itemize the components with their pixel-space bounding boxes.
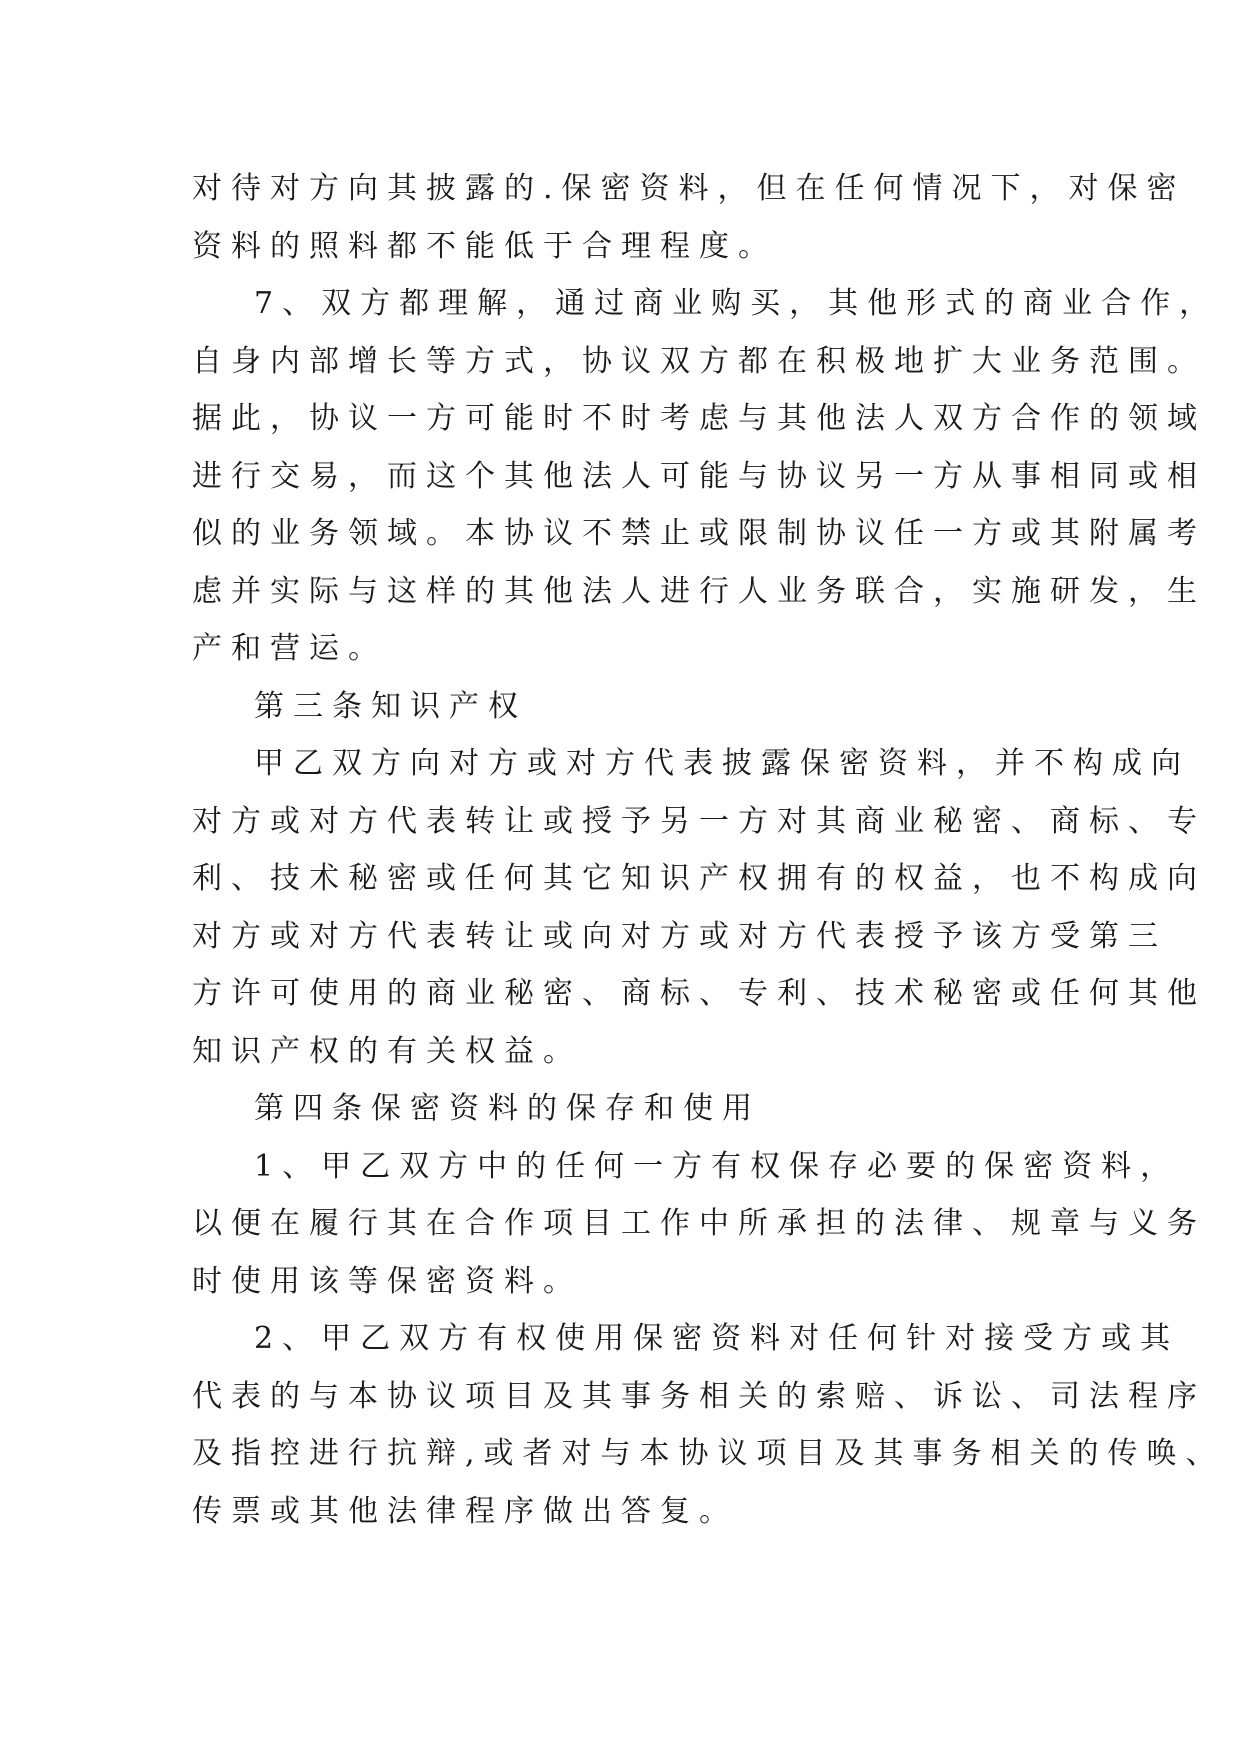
text-line: 自身内部增长等方式，协议双方都在积极地扩大业务范围。 [192, 343, 1206, 379]
text-line: 据此，协议一方可能时不时考虑与其他法人双方合作的领域 [192, 401, 1206, 436]
text-line: 2、甲乙双方有权使用保密资料对任何针对接受方或其 [254, 1321, 1180, 1356]
text-line: 及指控进行抗辩,或者对与本协议项目及其事务相关的传唤、 [192, 1436, 1225, 1471]
paragraph-article-3-body [192, 735, 1206, 1080]
text-line: 以便在履行其在合作项目工作中所承担的法律、规章与义务 [192, 1206, 1206, 1241]
paragraph-article-4-item-1 [192, 1138, 1206, 1311]
text-line: 知识产权的有关权益。 [192, 1033, 582, 1069]
text-line: 虑并实际与这样的其他法人进行人业务联合，实施研发，生 [192, 573, 1206, 609]
text-line: 资料的照料都不能低于合理程度。 [192, 228, 777, 264]
text-line: 产和营运。 [192, 631, 387, 666]
text-line: 方许可使用的商业秘密、商标、专利、技术秘密或任何其他 [192, 976, 1206, 1011]
text-line: 似的业务领域。本协议不禁止或限制协议任一方或其附属考 [192, 516, 1206, 551]
paragraph-continuation [192, 160, 1186, 275]
text-line: 1、甲乙双方中的任何一方有权保存必要的保密资料， [254, 1148, 1180, 1184]
paragraph-article-4-item-2 [192, 1310, 1225, 1540]
section-heading: 第三条知识产权 [254, 688, 527, 724]
text-line: 7、双方都理解，通过商业购买，其他形式的商业合作， [254, 286, 1219, 321]
heading-article-3 [192, 678, 1072, 736]
text-line: 利、技术秘密或任何其它知识产权拥有的权益，也不构成向 [192, 861, 1206, 896]
text-line: 代表的与本协议项目及其事务相关的索赔、诉讼、司法程序 [192, 1378, 1206, 1414]
text-line: 传票或其他法律程序做出答复。 [192, 1493, 738, 1529]
text-line: 对方或对方代表转让或向对方或对方代表授予该方受第三 [192, 918, 1167, 954]
text-line: 对方或对方代表转让或授予另一方对其商业秘密、商标、专 [192, 803, 1206, 839]
section-heading: 第四条保密资料的保存和使用 [254, 1091, 761, 1126]
paragraph-clause-7 [192, 275, 1219, 678]
document-body [192, 160, 1225, 1540]
text-line: 对待对方向其披露的.保密资料，但在任何情况下，对保密 [192, 171, 1186, 206]
text-line: 进行交易，而这个其他法人可能与协议另一方从事相同或相 [192, 458, 1206, 494]
heading-article-4 [192, 1080, 1072, 1138]
text-line: 时使用该等保密资料。 [192, 1263, 582, 1299]
text-line: 甲乙双方向对方或对方代表披露保密资料，并不构成向 [254, 746, 1190, 781]
